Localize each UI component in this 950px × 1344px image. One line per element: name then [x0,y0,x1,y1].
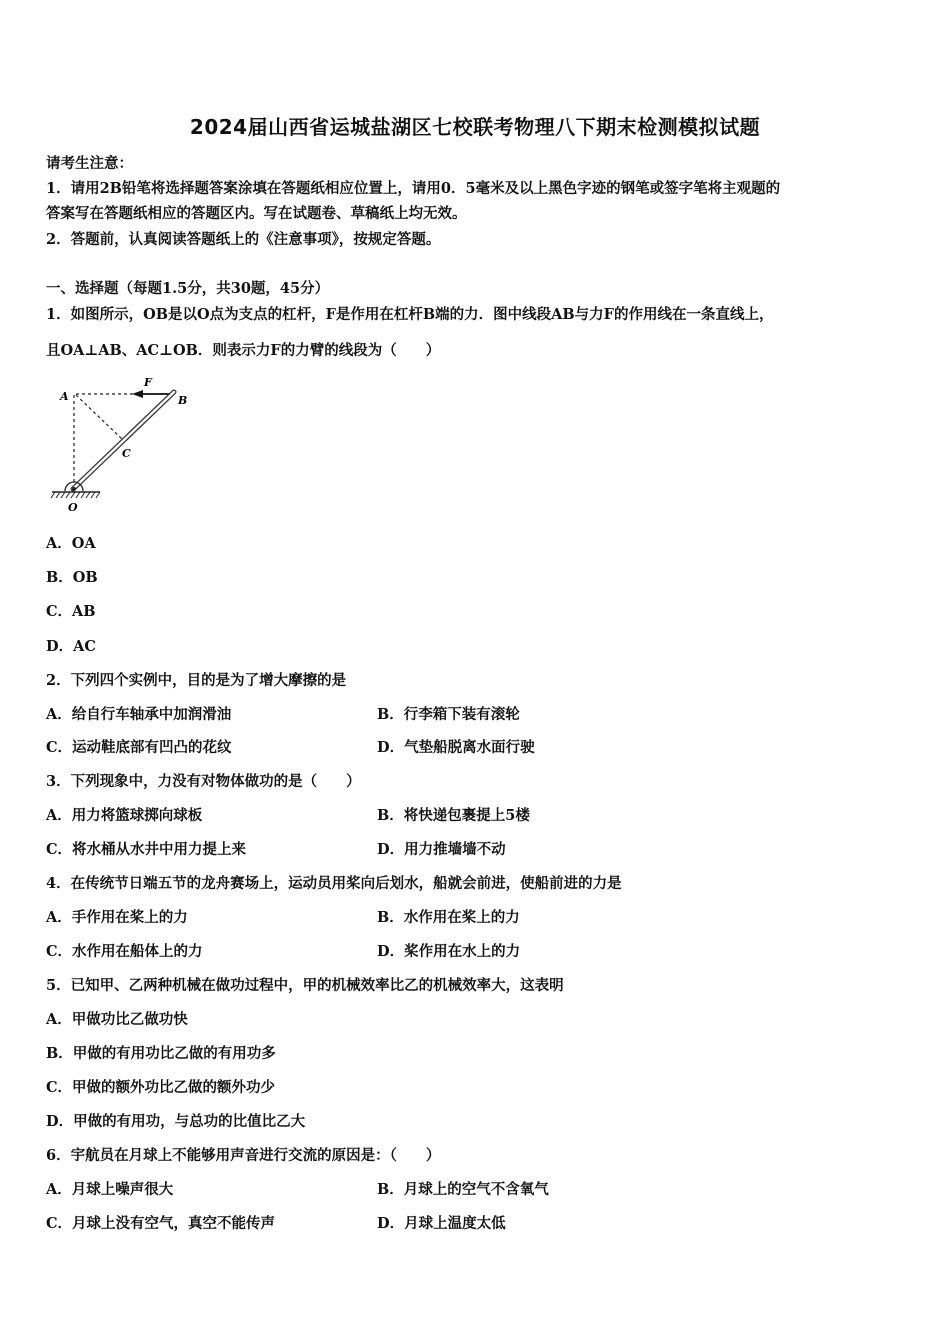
q3-option-a: A．用力将篮球掷向球板 [46,807,203,824]
section-heading: 一、选择题（每题1.5分，共30题，45分） [46,280,330,297]
q6-stem: 6．宇航员在月球上不能够用声音进行交流的原因是：（ ） [46,1147,441,1164]
q5-option-d: D．甲做的有用功，与总功的比值比乙大 [46,1113,306,1130]
label-o: O [68,501,78,514]
pivot-pin [72,487,76,491]
label-a: A [60,390,69,403]
q1-option-a: A．OA [46,535,96,552]
q6-option-a: A．月球上噪声很大 [46,1181,174,1198]
q1-option-d: D．AC [46,638,96,655]
q6-option-b: B．月球上的空气不含氧气 [377,1181,549,1198]
q3-option-b: B．将快递包裹提上5楼 [377,807,530,824]
notice-line-1: 1．请用2B铅笔将选择题答案涂填在答题纸相应位置上，请用0．5毫米及以上黑色字迹的钢笔或签字笔将主观题的 [46,180,781,197]
notice-line-3: 2．答题前，认真阅读答题纸上的《注意事项》，按规定答题。 [46,231,441,248]
segment-ac [76,395,122,439]
q4-option-b: B．水作用在桨上的力 [377,909,520,926]
force-arrow-head [132,390,143,398]
q6-option-d: D．月球上温度太低 [377,1215,506,1232]
q3-option-d: D．用力推墙墙不动 [377,841,506,858]
page-title: 2024届山西省运城盐湖区七校联考物理八下期末检测模拟试题 [189,115,761,139]
q1-stem-line-2: 且OA⊥AB、AC⊥OB．则表示力F的力臂的线段为（ ） [46,342,441,359]
lever-ob-inner [73,392,174,489]
q4-option-c: C．水作用在船体上的力 [46,943,203,960]
q3-option-c: C．将水桶从水井中用力提上来 [46,841,247,858]
label-b: B [178,394,188,407]
q2-option-c: C．运动鞋底部有凹凸的花纹 [46,739,232,756]
q6-option-c: C．月球上没有空气，真空不能传声 [46,1215,276,1232]
q5-option-a: A．甲做功比乙做功快 [46,1011,188,1028]
q5-option-b: B．甲做的有用功比乙做的有用功多 [46,1045,276,1062]
notice-heading: 请考生注意： [46,155,133,172]
q3-stem: 3．下列现象中，力没有对物体做功的是（ ） [46,773,361,790]
q2-option-a: A．给自行车轴承中加润滑油 [46,706,232,723]
ground-hatch [51,492,100,498]
lever-diagram [46,373,206,518]
q5-option-c: C．甲做的额外功比乙做的额外功少 [46,1079,276,1096]
q4-option-a: A．手作用在桨上的力 [46,909,188,926]
q4-stem: 4．在传统节日端五节的龙舟赛场上，运动员用桨向后划水，船就会前进，使船前进的力是 [46,875,622,892]
q1-option-b: B．OB [46,569,98,586]
q4-option-d: D．桨作用在水上的力 [377,943,521,960]
q2-stem: 2．下列四个实例中，目的是为了增大摩擦的是 [46,672,347,689]
notice-line-2: 答案写在答题纸相应的答题区内。写在试题卷、草稿纸上均无效。 [46,205,467,222]
label-c: C [122,447,131,460]
q5-stem: 5．已知甲、乙两种机械在做功过程中，甲的机械效率比乙的机械效率大，这表明 [46,977,564,994]
label-f: F [144,376,152,389]
q1-option-c: C．AB [46,603,96,620]
q2-option-d: D．气垫船脱离水面行驶 [377,739,535,756]
q2-option-b: B．行李箱下装有滚轮 [377,706,520,723]
q1-stem-line-1: 1．如图所示，OB是以O点为支点的杠杆，F是作用在杠杆B端的力．图中线段AB与力F的作用线在一条直线上， [46,306,774,323]
